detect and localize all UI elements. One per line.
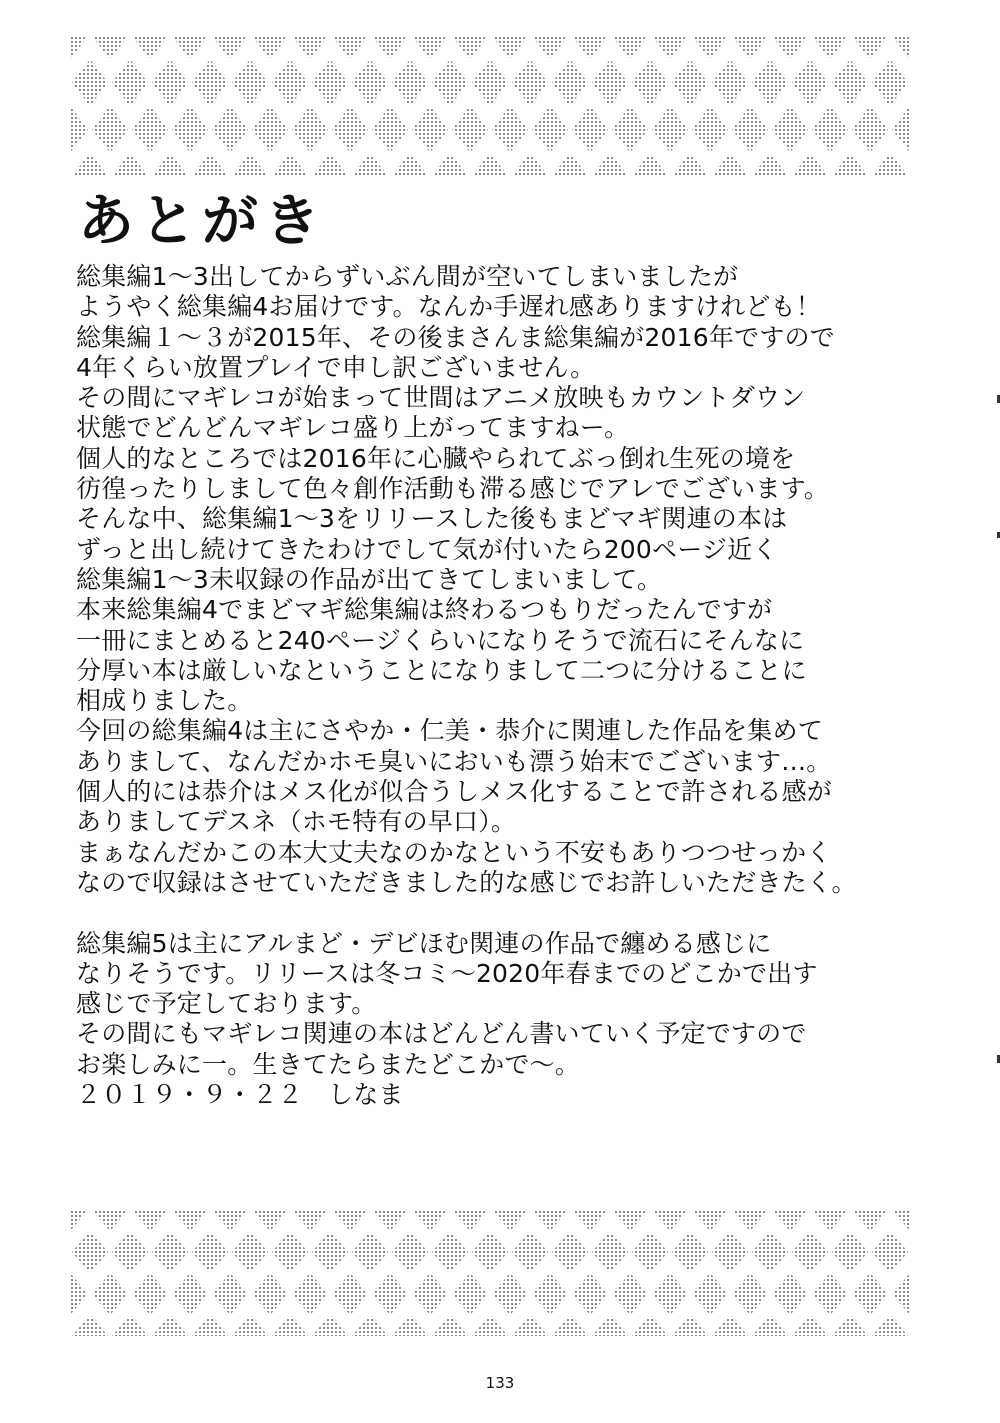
diamond-shape <box>532 1210 568 1231</box>
diamond-shape <box>792 59 828 106</box>
body-line: 総集編5は主にアルまど・デビほむ関連の作品で纏める感じに <box>76 928 772 958</box>
diamond-shape <box>872 153 908 176</box>
diamond-shape <box>492 106 528 153</box>
diamond-shape <box>712 1315 748 1336</box>
diamond-shape <box>772 1273 808 1315</box>
diamond-shape <box>72 1231 108 1273</box>
diamond-shape <box>112 59 148 106</box>
diamond-shape <box>192 1231 228 1273</box>
diamond-shape <box>392 59 428 106</box>
body-line: 相成りました。 <box>76 686 253 716</box>
diamond-shape <box>292 1273 328 1315</box>
diamond-shape <box>72 153 108 176</box>
diamond-shape <box>552 59 588 106</box>
body-line: 4年くらい放置プレイで申し訳ございません。 <box>76 352 596 382</box>
diamond-shape <box>512 153 548 176</box>
body-line: 総集編１～３が2015年、その後まさんま総集編が2016年ですので <box>76 322 835 352</box>
diamond-shape <box>732 1273 768 1315</box>
diamond-shape <box>192 1315 228 1336</box>
top-diamond-pattern <box>70 36 910 176</box>
diamond-shape <box>312 153 348 176</box>
diamond-shape <box>92 1273 128 1315</box>
diamond-shape <box>432 1315 468 1336</box>
body-line: ありましてデスネ（ホモ特有の早口）。 <box>76 807 517 837</box>
body-line: 個人的には恭介はメス化が似合うしメス化することで許される感が <box>76 777 833 807</box>
diamond-shape <box>532 1273 568 1315</box>
body-line: 感じで予定しております。 <box>76 989 377 1019</box>
bottom-diamond-pattern <box>70 1210 910 1336</box>
diamond-shape <box>852 1273 888 1315</box>
diamond-shape <box>112 1315 148 1336</box>
diamond-shape <box>70 1273 88 1315</box>
diamond-shape <box>252 1273 288 1315</box>
diamond-shape <box>552 153 588 176</box>
page-number: 133 <box>485 1374 515 1392</box>
diamond-shape <box>672 153 708 176</box>
page-title: あとがき <box>78 189 326 254</box>
diamond-shape <box>572 106 608 153</box>
diamond-shape <box>772 106 808 153</box>
diamond-shape <box>332 36 368 59</box>
diamond-shape <box>152 59 188 106</box>
diamond-shape <box>72 1315 108 1336</box>
bottom-diamond-group <box>70 1210 910 1336</box>
body-line: そんな中、総集編1～3をリリースした後もまどマギ関連の本は <box>76 504 788 534</box>
diamond-shape <box>692 1210 728 1231</box>
diamond-shape <box>872 1231 908 1273</box>
diamond-shape <box>532 36 568 59</box>
diamond-shape <box>352 1315 388 1336</box>
diamond-shape <box>412 1273 448 1315</box>
diamond-shape <box>212 36 248 59</box>
diamond-shape <box>612 106 648 153</box>
diamond-shape <box>532 106 568 153</box>
diamond-shape <box>632 1231 668 1273</box>
diamond-shape <box>70 36 88 59</box>
diamond-shape <box>372 36 408 59</box>
diamond-shape <box>252 106 288 153</box>
paragraph-gap <box>76 898 936 928</box>
diamond-shape <box>652 1273 688 1315</box>
diamond-shape <box>812 106 848 153</box>
diamond-shape <box>492 1273 528 1315</box>
diamond-shape <box>452 1273 488 1315</box>
diamond-shape <box>452 1210 488 1231</box>
diamond-shape <box>212 1210 248 1231</box>
diamond-shape <box>732 106 768 153</box>
body-line: 総集編1～3未収録の作品が出てきてしまいまして。 <box>76 564 663 594</box>
diamond-shape <box>252 36 288 59</box>
diamond-shape <box>272 153 308 176</box>
diamond-shape <box>452 36 488 59</box>
diamond-shape <box>312 1315 348 1336</box>
diamond-shape <box>212 106 248 153</box>
diamond-shape <box>832 153 868 176</box>
diamond-shape <box>132 1210 168 1231</box>
body-line: 一冊にまとめると240ページくらいになりそうで流石にそんなに <box>76 625 805 655</box>
diamond-shape <box>232 1231 268 1273</box>
body-line: お楽しみに一。生きてたらまたどこかで～。 <box>76 1049 581 1079</box>
diamond-shape <box>172 1210 208 1231</box>
diamond-shape <box>612 1273 648 1315</box>
diamond-shape <box>232 1315 268 1336</box>
top-diamond-pattern-svg <box>70 36 910 176</box>
diamond-shape <box>552 1231 588 1273</box>
diamond-shape <box>792 1231 828 1273</box>
diamond-shape <box>132 1273 168 1315</box>
diamond-shape <box>412 106 448 153</box>
diamond-shape <box>812 1273 848 1315</box>
diamond-shape <box>512 1231 548 1273</box>
diamond-shape <box>70 106 88 153</box>
body-line: 今回の総集編4は主にさやか・仁美・恭介に関連した作品を集めて <box>76 716 823 746</box>
diamond-shape <box>492 36 528 59</box>
body-line: 彷徨ったりしまして色々創作活動も滞る感じでアレでございます。 <box>76 474 830 504</box>
diamond-shape <box>712 59 748 106</box>
diamond-shape <box>832 1315 868 1336</box>
diamond-shape <box>412 1210 448 1231</box>
diamond-shape <box>612 1210 648 1231</box>
diamond-shape <box>752 59 788 106</box>
diamond-shape <box>852 106 888 153</box>
diamond-shape <box>232 59 268 106</box>
bottom-diamond-pattern-svg <box>70 1210 910 1336</box>
body-line: 総集編1～3出してからずいぶん間が空いてしまいましたが <box>76 262 739 291</box>
diamond-shape <box>192 153 228 176</box>
afterword-body <box>76 262 936 1110</box>
diamond-shape <box>272 59 308 106</box>
diamond-shape <box>732 1210 768 1231</box>
diamond-shape <box>692 106 728 153</box>
body-line: なので収録はさせていただきました的な感じでお許しいただきたく。 <box>76 867 857 897</box>
diamond-shape <box>152 1231 188 1273</box>
diamond-shape <box>352 153 388 176</box>
diamond-shape <box>72 59 108 106</box>
diamond-shape <box>292 36 328 59</box>
diamond-shape <box>612 36 648 59</box>
body-line: ようやく総集編4お届けです。なんか手遅れ感ありますけれども！ <box>76 292 821 322</box>
diamond-shape <box>892 106 910 153</box>
diamond-shape <box>472 1315 508 1336</box>
diamond-shape <box>272 1231 308 1273</box>
diamond-shape <box>472 153 508 176</box>
diamond-shape <box>492 1210 528 1231</box>
top-diamond-group <box>70 36 910 176</box>
diamond-shape <box>292 106 328 153</box>
diamond-shape <box>92 106 128 153</box>
diamond-shape <box>772 36 808 59</box>
diamond-shape <box>372 1273 408 1315</box>
diamond-shape <box>752 1315 788 1336</box>
diamond-shape <box>692 36 728 59</box>
body-line: なりそうです。リリースは冬コミ～2020年春までのどこかで出す <box>76 958 818 988</box>
diamond-shape <box>832 1231 868 1273</box>
diamond-shape <box>632 153 668 176</box>
diamond-shape <box>592 1315 628 1336</box>
diamond-shape <box>372 106 408 153</box>
diamond-shape <box>592 153 628 176</box>
diamond-shape <box>852 36 888 59</box>
diamond-shape <box>132 36 168 59</box>
body-line: ずっと出し続けてきたわけでして気が付いたら200ページ近く <box>76 534 778 564</box>
diamond-shape <box>432 153 468 176</box>
diamond-shape <box>812 36 848 59</box>
diamond-shape <box>552 1315 588 1336</box>
diamond-shape <box>152 1315 188 1336</box>
diamond-shape <box>512 59 548 106</box>
diamond-shape <box>152 153 188 176</box>
diamond-shape <box>672 1315 708 1336</box>
diamond-shape <box>772 1210 808 1231</box>
diamond-shape <box>652 1210 688 1231</box>
diamond-shape <box>192 59 228 106</box>
diamond-shape <box>112 153 148 176</box>
diamond-shape <box>512 1315 548 1336</box>
diamond-shape <box>432 59 468 106</box>
diamond-shape <box>272 1315 308 1336</box>
diamond-shape <box>332 1273 368 1315</box>
diamond-shape <box>132 106 168 153</box>
diamond-shape <box>112 1231 148 1273</box>
diamond-shape <box>792 153 828 176</box>
diamond-shape <box>572 36 608 59</box>
diamond-shape <box>672 1231 708 1273</box>
diamond-shape <box>252 1210 288 1231</box>
diamond-shape <box>372 1210 408 1231</box>
diamond-shape <box>352 1231 388 1273</box>
diamond-shape <box>92 1210 128 1231</box>
diamond-shape <box>892 1210 910 1231</box>
diamond-shape <box>892 36 910 59</box>
diamond-shape <box>892 1273 910 1315</box>
diamond-shape <box>652 106 688 153</box>
diamond-shape <box>452 106 488 153</box>
diamond-shape <box>172 36 208 59</box>
diamond-shape <box>572 1210 608 1231</box>
body-line: 状態でどんどんマギレコ盛り上がってますねー。 <box>76 413 630 443</box>
diamond-shape <box>752 153 788 176</box>
diamond-shape <box>392 1315 428 1336</box>
diamond-shape <box>172 1273 208 1315</box>
diamond-shape <box>872 1315 908 1336</box>
body-line: その間にもマギレコ関連の本はどんどん書いていく予定ですので <box>76 1019 807 1049</box>
diamond-shape <box>392 153 428 176</box>
diamond-shape <box>632 59 668 106</box>
body-line: 個人的なところでは2016年に心臓やられてぶっ倒れ生死の境を <box>76 443 796 473</box>
diamond-shape <box>292 1210 328 1231</box>
diamond-shape <box>172 106 208 153</box>
diamond-shape <box>792 1315 828 1336</box>
diamond-shape <box>412 36 448 59</box>
diamond-shape <box>232 153 268 176</box>
diamond-shape <box>572 1273 608 1315</box>
diamond-shape <box>312 1231 348 1273</box>
diamond-shape <box>92 36 128 59</box>
body-line: その間にマギレコが始まって世間はアニメ放映もカウントダウン <box>76 383 806 413</box>
diamond-shape <box>472 59 508 106</box>
diamond-shape <box>632 1315 668 1336</box>
diamond-shape <box>732 36 768 59</box>
signature-line: ２０１９・９・２２ しなま <box>76 1080 404 1110</box>
body-line: まぁなんだかこの本大丈夫なのかなという不安もありつつせっかく <box>76 837 832 867</box>
body-line: ありまして、なんだかホモ臭いにおいも漂う始末でございます…。 <box>76 746 832 776</box>
diamond-shape <box>392 1231 428 1273</box>
diamond-shape <box>752 1231 788 1273</box>
diamond-shape <box>352 59 388 106</box>
body-line: 分厚い本は厳しいなということになりまして二つに分けることに <box>76 655 807 685</box>
body-line: 本来総集編4でまどマギ総集編は終わるつもりだったんですが <box>76 595 773 625</box>
diamond-shape <box>812 1210 848 1231</box>
diamond-shape <box>432 1231 468 1273</box>
diamond-shape <box>832 59 868 106</box>
diamond-shape <box>852 1210 888 1231</box>
diamond-shape <box>652 36 688 59</box>
diamond-shape <box>712 1231 748 1273</box>
diamond-shape <box>692 1273 728 1315</box>
diamond-shape <box>592 59 628 106</box>
diamond-shape <box>332 1210 368 1231</box>
diamond-shape <box>712 153 748 176</box>
diamond-shape <box>312 59 348 106</box>
diamond-shape <box>592 1231 628 1273</box>
diamond-shape <box>472 1231 508 1273</box>
diamond-shape <box>70 1210 88 1231</box>
diamond-shape <box>672 59 708 106</box>
diamond-shape <box>332 106 368 153</box>
diamond-shape <box>872 59 908 106</box>
diamond-shape <box>212 1273 248 1315</box>
